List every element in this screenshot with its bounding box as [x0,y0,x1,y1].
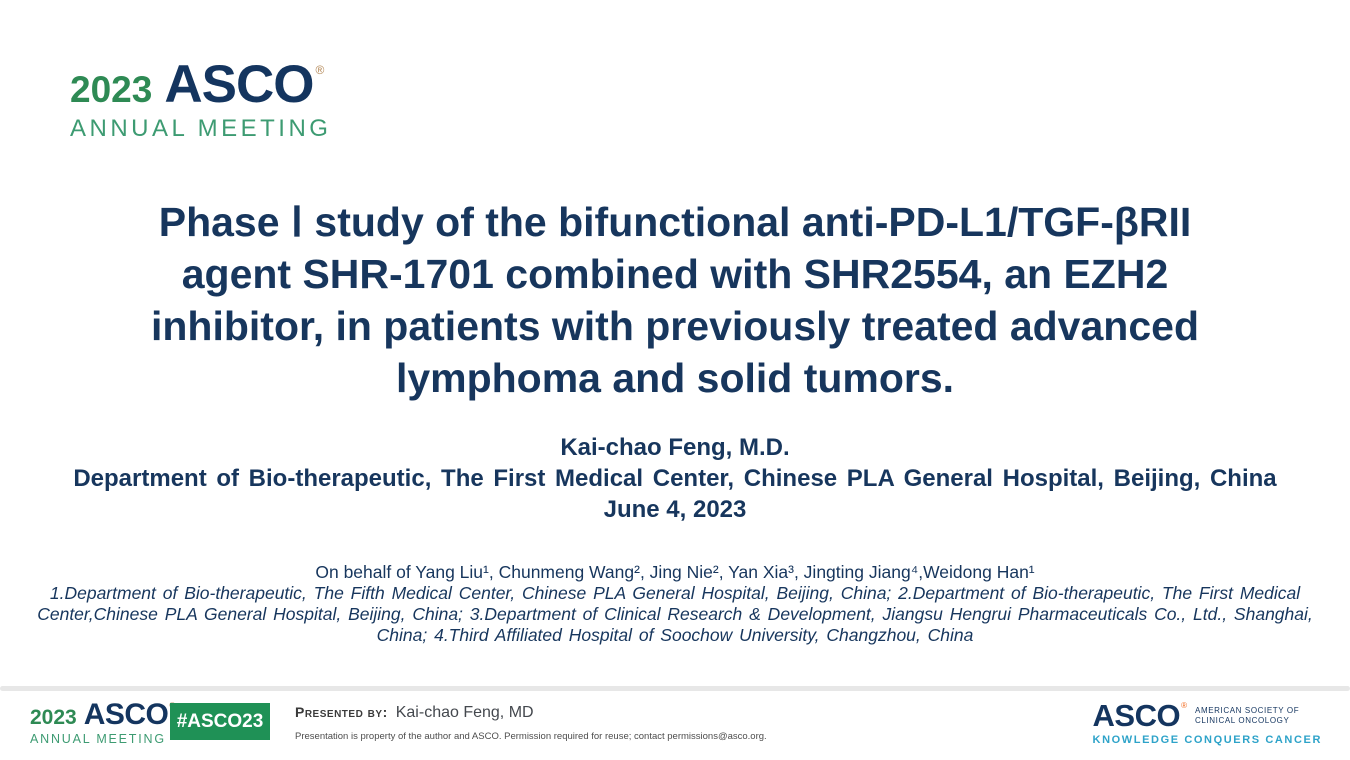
footer-asco-annual-meeting-logo [30,700,175,746]
presented-by-label: Presented by: [295,704,388,720]
logo-main-row [70,55,331,114]
presenter-block [0,432,1350,525]
asco-annual-meeting-logo [70,55,332,142]
footer-logo-year: 2023 [30,706,77,729]
affiliation-line-3: China; 4.Third Affiliated Hospital of Soochow University, Changzhou, China [376,625,974,645]
title-line-1: Phase Ⅰ study of the bifunctional anti-PD-L1/TGF-βRII [158,199,1192,245]
asco-society-logo [1093,700,1322,746]
logo-year: 2023 [70,69,153,110]
footer-logo-main-row [30,700,175,730]
footer-divider [0,686,1350,691]
society-asco-wordmark: ASCO [1092,698,1181,733]
authors-byline: On behalf of Yang Liu¹, Chunmeng Wang², Jing Nie², Yan Xia³, Jingting Jiang⁴,Weidong Han¹ [315,562,1035,582]
authors-block [0,562,1350,646]
title-line-4: lymphoma and solid tumors. [395,355,955,401]
presentation-date: June 4, 2023 [603,496,747,523]
society-tagline: KNOWLEDGE CONQUERS CANCER [1092,734,1322,746]
affiliation-line-2: Center,Chinese PLA General Hospital, Beijing, China; 3.Department of Clinical Research & Development, Jiangsu Hengrui Pharmaceuticals Co., Ltd., Shanghai, [37,604,1313,624]
footer-presenter-name: Kai-chao Feng, MD [395,704,534,721]
title-line-3: inhibitor, in patients with previously treated advanced [151,303,1199,349]
permission-disclaimer: Presentation is property of the author and ASCO. Permission required for reuse; contact permissions@asco.org. [295,731,767,742]
logo-subtitle: ANNUAL MEETING [70,115,332,142]
presenter-name: Kai-chao Feng, M.D. [560,434,790,461]
footer-logo-asco-wordmark: ASCO [83,698,169,731]
presented-by-row [295,704,767,722]
footer-logo-subtitle: ANNUAL MEETING [30,732,166,746]
society-name-line-2: CLINICAL ONCOLOGY [1195,715,1290,725]
registered-trademark-icon: ® [315,63,325,77]
presenter-affiliation: Department of Bio-therapeutic, The First Medical Center, Chinese PLA General Hospital, Beijing, China [73,465,1277,492]
society-name-line-1: AMERICAN SOCIETY OF [1195,705,1300,715]
society-registered-trademark-icon: ® [1181,700,1188,710]
title-line-2: agent SHR-1701 combined with SHR2554, an EZH2 [181,251,1169,297]
presentation-title [0,196,1350,404]
affiliation-line-1: 1.Department of Bio-therapeutic, The Fifth Medical Center, Chinese PLA General Hospital, Beijing, China; 2.Department of Bio-therapeutic, The First Medical [49,583,1301,603]
presented-by-block [295,704,767,742]
asco-society-logo-row [1093,700,1322,731]
society-name [1195,706,1299,726]
footer [0,692,1350,760]
logo-asco-wordmark: ASCO [164,55,314,114]
hashtag-badge: #ASCO23 [170,703,270,740]
